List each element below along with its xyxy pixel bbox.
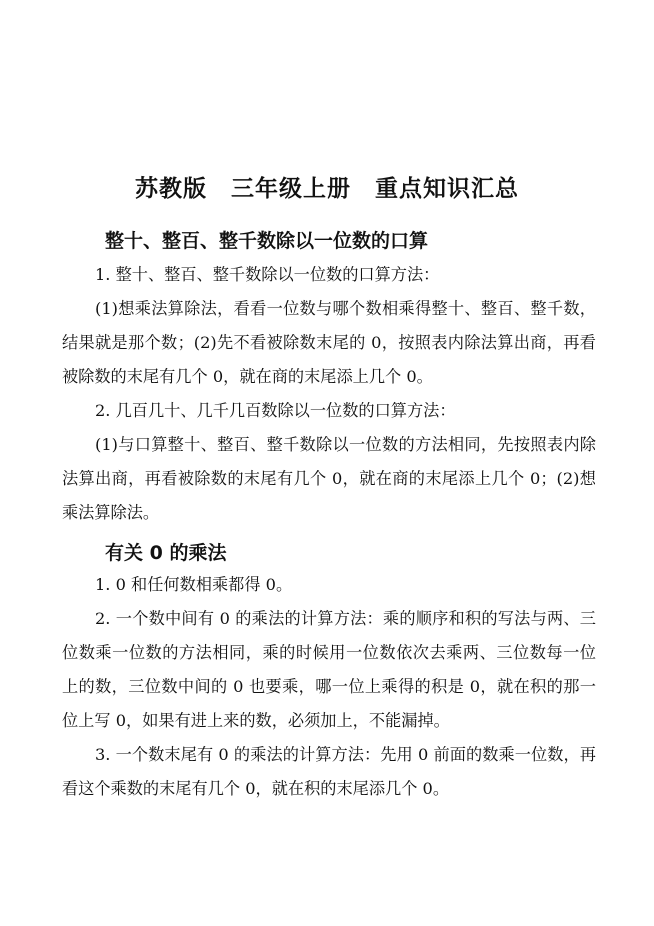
paragraph-middle-zero-method: 2. 一个数中间有 0 的乘法的计算方法：乘的顺序和积的写法与两、三位数乘一位数的方法相同，乘的时候用一位数依次去乘两、三位数每一位上的数，三位数中间的 0 也要乘，哪一位上乘得的积是 0，就在积的那一位上写 0，如果有进上来的数，必须加上，不能漏掉。: [62, 609, 596, 730]
section-heading-zero-multiplication: 有关 0 的乘法: [105, 542, 227, 564]
paragraph-trailing-zero-method: 3. 一个数末尾有 0 的乘法的计算方法：先用 0 前面的数乘一位数，再看这个乘数的末尾有几个 0，就在积的末尾添几个 0。: [62, 745, 596, 798]
paragraph-division-method-1: 1. 整十、整百、整千数除以一位数的口算方法：: [95, 265, 440, 284]
paragraph-division-method-2: 2. 几百几十、几千几百数除以一位数的口算方法：: [95, 401, 456, 420]
paragraph-division-method-2-detail: (1)与口算整十、整百、整千数除以一位数的方法相同，先按照表内除法算出商，再看被除数的末尾有几个 0，就在商的末尾添上几个 0；(2)想乘法算除法。: [62, 435, 596, 522]
paragraph-zero-rule: 1. 0 和任何数相乘都得 0。: [95, 575, 293, 594]
section-heading-division: 整十、整百、整千数除以一位数的口算: [105, 230, 429, 252]
paragraph-division-method-1-detail: (1)想乘法算除法，看看一位数与哪个数相乘得整十、整百、整千数，结果就是那个数；(2)先不看被除数末尾的 0，按照表内除法算出商，再看被除数的末尾有几个 0，就在商的末尾添上几个 0。: [62, 299, 596, 386]
document-title: 苏教版 三年级上册 重点知识汇总: [135, 176, 519, 202]
